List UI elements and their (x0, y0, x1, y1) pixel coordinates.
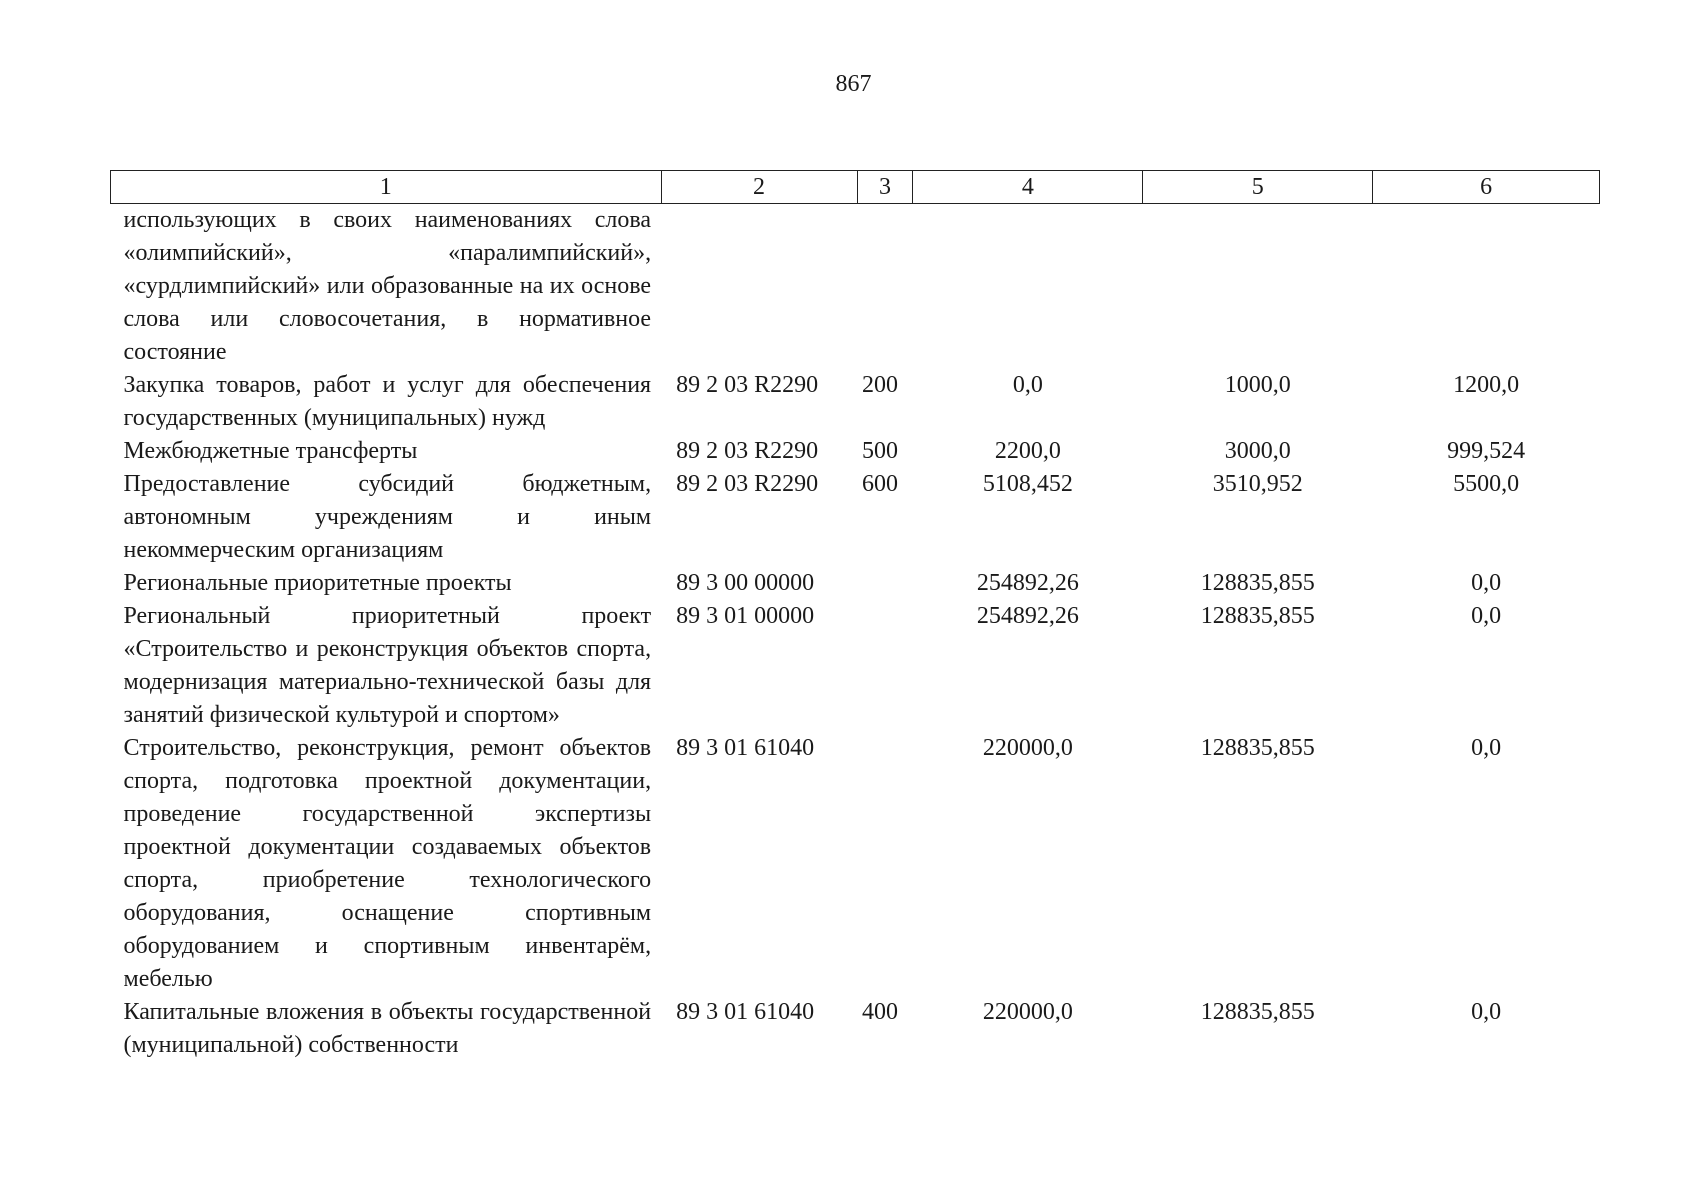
header-col-5: 5 (1143, 171, 1373, 204)
row-value-4: 2200,0 (994, 438, 1061, 464)
row-type: 600 (862, 471, 899, 497)
row-type (857, 567, 913, 600)
row-value-5: 3510,952 (1212, 471, 1303, 497)
header-col-6: 6 (1373, 171, 1600, 204)
row-type: 500 (862, 438, 899, 464)
row-name: Предоставление субсидий бюджетным, автономным учреждениям и иным некоммерческим организациям (123, 471, 652, 563)
row-value-6: 0,0 (1471, 603, 1502, 629)
row-name: Региональные приоритетные проекты (123, 570, 512, 596)
table-header (111, 171, 1600, 204)
row-value-5: 128835,855 (1200, 999, 1315, 1025)
row-value-6: 999,524 (1447, 438, 1526, 464)
header-col-1: 1 (111, 171, 662, 204)
row-value-6: 0,0 (1471, 735, 1502, 761)
row-code: 89 2 03 R2290 (676, 471, 819, 497)
row-value-4 (913, 204, 1143, 370)
row-name: Региональный приоритетный проект «Строительство и реконструкция объектов спорта, модернизация материально-технической базы для занятий физической культурой и спортом» (123, 603, 652, 728)
row-value-5: 128835,855 (1200, 603, 1315, 629)
table-row (111, 996, 1600, 1062)
row-value-4: 254892,26 (976, 603, 1079, 629)
row-type (857, 732, 913, 996)
row-value-4: 254892,26 (976, 570, 1079, 596)
row-value-5: 3000,0 (1224, 438, 1291, 464)
header-col-2: 2 (661, 171, 857, 204)
header-col-3: 3 (857, 171, 913, 204)
row-value-6: 1200,0 (1453, 372, 1520, 398)
budget-table (110, 170, 1600, 1062)
row-type: 400 (862, 999, 899, 1025)
row-value-6: 0,0 (1471, 570, 1502, 596)
row-code: 89 3 01 61040 (676, 999, 815, 1025)
row-value-5: 128835,855 (1200, 735, 1315, 761)
row-value-4: 220000,0 (982, 735, 1073, 761)
table-row (111, 732, 1600, 996)
page-number (0, 70, 1707, 98)
row-code: 89 3 01 00000 (676, 603, 815, 629)
row-value-4: 220000,0 (982, 999, 1073, 1025)
row-code: 89 3 01 61040 (676, 735, 815, 761)
table-row (111, 435, 1600, 468)
table-body (111, 204, 1600, 1063)
row-value-5: 128835,855 (1200, 570, 1315, 596)
row-type: 200 (862, 372, 899, 398)
header-row (111, 171, 1600, 204)
row-type (857, 600, 913, 732)
table-row (111, 369, 1600, 435)
row-name: использующих в своих наименованиях слова «олимпийский», «паралимпийский», «сурдлимпийский» или образованные на их основе слова или словосочетания, в нормативное состояние (123, 207, 652, 365)
row-value-5: 1000,0 (1224, 372, 1291, 398)
table-row (111, 600, 1600, 732)
row-code: 89 2 03 R2290 (676, 438, 819, 464)
row-code (661, 204, 857, 370)
row-name: Межбюджетные трансферты (123, 438, 418, 464)
row-value-5 (1143, 204, 1373, 370)
table-row (111, 204, 1600, 370)
table-row (111, 567, 1600, 600)
row-value-6: 5500,0 (1453, 471, 1520, 497)
row-type (857, 204, 913, 370)
row-name: Строительство, реконструкция, ремонт объектов спорта, подготовка проектной документации, проведение государственной экспертизы проектной документации создаваемых объектов спорта, приобретение технологического оборудования, оснащение спортивным оборудованием и спортивным инвентарём, мебелью (123, 735, 652, 992)
row-code: 89 3 00 00000 (676, 570, 815, 596)
page-number-text: 867 (835, 71, 872, 97)
row-value-4: 0,0 (1012, 372, 1043, 398)
row-name: Закупка товаров, работ и услуг для обеспечения государственных (муниципальных) нужд (123, 372, 652, 431)
header-col-4: 4 (913, 171, 1143, 204)
row-value-4: 5108,452 (982, 471, 1073, 497)
row-value-6: 0,0 (1471, 999, 1502, 1025)
table-row (111, 468, 1600, 567)
row-code: 89 2 03 R2290 (676, 372, 819, 398)
row-value-6 (1373, 204, 1600, 370)
row-name: Капитальные вложения в объекты государственной (муниципальной) собственности (123, 999, 652, 1058)
